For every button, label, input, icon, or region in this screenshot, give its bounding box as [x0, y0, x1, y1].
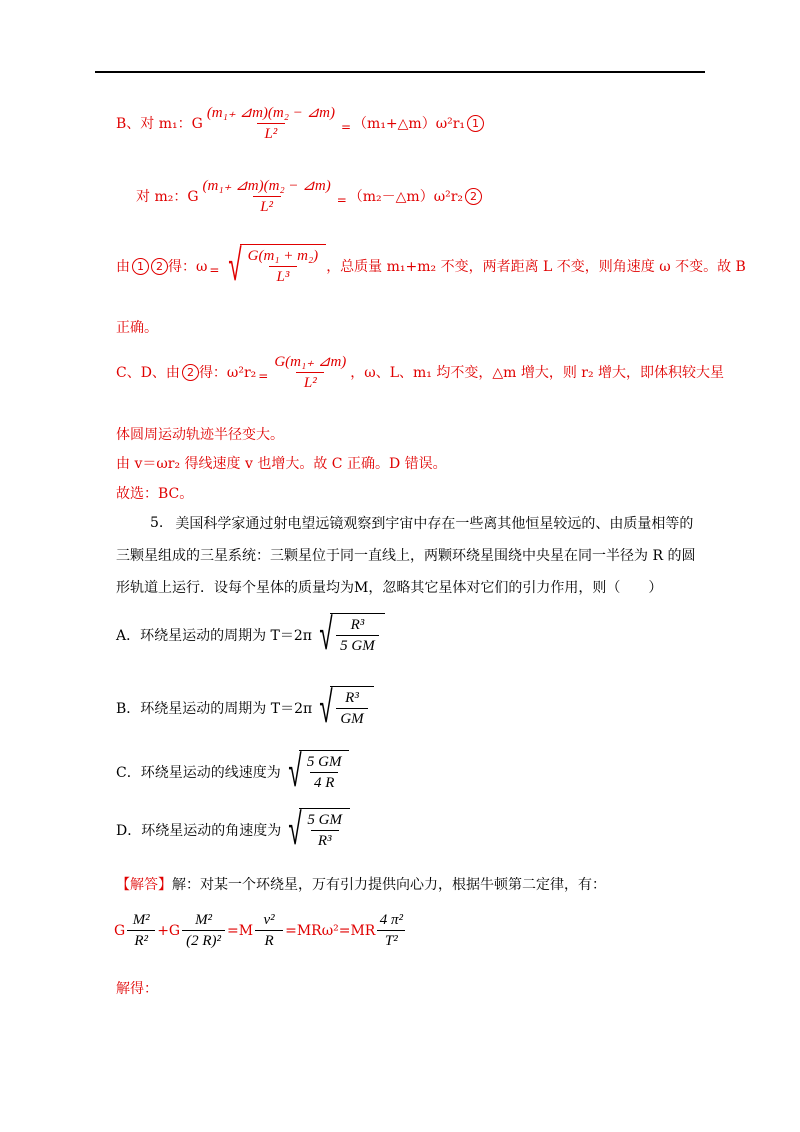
fraction-denominator: L²: [257, 123, 285, 143]
radical-sign-icon: √: [288, 746, 302, 797]
text: 得：ω: [168, 259, 208, 275]
option-label: B．环绕星运动的周期为 T＝2π: [116, 701, 313, 717]
option-b-equation-m1: [116, 103, 484, 143]
question-5-line3: [116, 577, 662, 597]
fraction-denominator: 4 R: [310, 772, 338, 792]
question-number: 5.: [150, 515, 164, 531]
option-label: D．环绕星运动的角速度为: [116, 823, 282, 839]
text: +G: [157, 923, 181, 939]
fraction-denominator: R³: [311, 830, 339, 850]
fraction-denominator: L²: [253, 196, 281, 216]
text: ，总质量 m₁+m₂ 不变，两者距离 L 不变，则角速度 ω 不变。故 B: [326, 259, 746, 275]
eq-rhs: （m₂－△m）ω²r₂: [348, 189, 464, 205]
circled-number-1: 1: [467, 115, 484, 132]
text: =M: [227, 923, 254, 939]
answer-line: [116, 483, 193, 503]
radical-sign-icon: √: [288, 804, 302, 855]
question-5-line1: [150, 513, 693, 533]
sqrt-expression: [314, 609, 385, 660]
text: 故选：BC。: [116, 486, 194, 502]
fraction-denominator: R: [255, 930, 283, 950]
fraction-denominator: L³: [269, 266, 297, 286]
sqrt-expression: [223, 240, 326, 291]
cd-continuation: [116, 424, 284, 444]
option-d: [116, 804, 350, 855]
eq-prefix: 对 m₂：G: [136, 189, 199, 205]
circled-number-1: 1: [132, 258, 149, 275]
omega-derivation: [116, 240, 746, 291]
eq-rhs: （m₁+△m）ω²r₁: [353, 116, 466, 132]
sqrt-expression: [314, 682, 373, 733]
fraction-numerator: (m₁₊ ⊿m)(m₂ − ⊿m): [206, 105, 335, 121]
fraction-denominator: GM: [336, 708, 367, 728]
text: 由: [116, 259, 130, 275]
fraction-denominator: L²: [296, 372, 324, 392]
fraction-denominator: T²: [377, 930, 405, 950]
text: =MRω²=MR: [285, 923, 376, 939]
sqrt-expression: [283, 804, 350, 855]
solution-intro: [116, 874, 606, 894]
fraction-numerator: 5 GM: [306, 753, 342, 770]
fraction-numerator: (m₁₊ ⊿m)(m₂ − ⊿m): [202, 178, 331, 194]
fraction-numerator: 5 GM: [307, 811, 342, 828]
solution-result-label: [116, 978, 158, 998]
fraction-denominator: R²: [127, 930, 155, 950]
radical-sign-icon: √: [319, 682, 333, 733]
fraction-numerator: M²: [195, 912, 213, 928]
radical-sign-icon: √: [228, 240, 243, 291]
fraction-numerator: v²: [263, 912, 275, 928]
text: 三颗星组成的三星系统：三颗星位于同一直线上，两颗环绕星围绕中央星在同一半径为 R 的圆: [116, 548, 696, 564]
fraction-numerator: R³: [350, 616, 365, 633]
text: 解得：: [116, 981, 158, 997]
fraction-numerator: M²: [132, 912, 150, 928]
fraction-denominator: 5 GM: [336, 635, 379, 655]
text: 美国科学家通过射电望远镜观察到宇宙中存在一些离其他恒星较远的、由质量相等的: [175, 516, 694, 532]
equals-sign: =: [209, 263, 220, 277]
option-cd-derivation: [116, 352, 724, 392]
sqrt-expression: [283, 746, 350, 797]
gravity-fraction: [205, 103, 337, 143]
circled-number-2: 2: [182, 364, 199, 381]
solution-tag: 【解答】: [116, 877, 172, 893]
circled-number-2: 2: [151, 258, 168, 275]
equals-sign: =: [258, 369, 269, 383]
equals-sign: =: [336, 193, 347, 207]
fraction-numerator: 4 π²: [379, 912, 403, 928]
text: 形轨道上运行．设每个星体的质量均为M，忽略其它星体对它们的引力作用，则（ ）: [116, 580, 663, 596]
text: 由 v＝ωr₂ 得线速度 v 也增大。故 C 正确。D 错误。: [116, 456, 447, 472]
text: 得：ω²r₂: [198, 365, 257, 381]
radical-sign-icon: √: [319, 609, 333, 660]
fraction-denominator: (2 R)²: [182, 930, 225, 950]
b-conclusion: [116, 317, 158, 337]
header-rule: [95, 71, 705, 73]
option-a: [116, 609, 385, 660]
text: G: [114, 923, 126, 939]
fraction-numerator: R³: [345, 689, 359, 706]
circled-number-2: 2: [465, 188, 482, 205]
text: 解：对某一个环绕星，万有引力提供向心力，根据牛顿第二定律，有：: [172, 877, 606, 893]
option-b: [116, 682, 374, 733]
solution-equation: [114, 912, 407, 950]
text: 体圆周运动轨迹半径变大。: [116, 427, 284, 443]
fraction-numerator: G(m₁ + m₂): [247, 247, 319, 264]
gravity-fraction: [201, 176, 333, 216]
option-c: [116, 746, 349, 797]
equals-sign: =: [340, 120, 352, 134]
option-label: A．环绕星运动的周期为 T＝2π: [116, 628, 313, 644]
text: ，ω、L、m₁ 均不变，△m 增大，则 r₂ 增大，即体积较大星: [350, 365, 725, 381]
text: 正确。: [116, 320, 158, 336]
eq-prefix: B、对 m₁：G: [116, 116, 203, 132]
text: C、D、由: [116, 365, 180, 381]
option-label: C．环绕星运动的线速度为: [116, 765, 281, 781]
option-b-equation-m2: [136, 176, 482, 216]
fraction-numerator: G(m₁₊ ⊿m): [274, 354, 347, 370]
velocity-conclusion: [116, 453, 447, 473]
question-5-line2: [116, 545, 695, 565]
